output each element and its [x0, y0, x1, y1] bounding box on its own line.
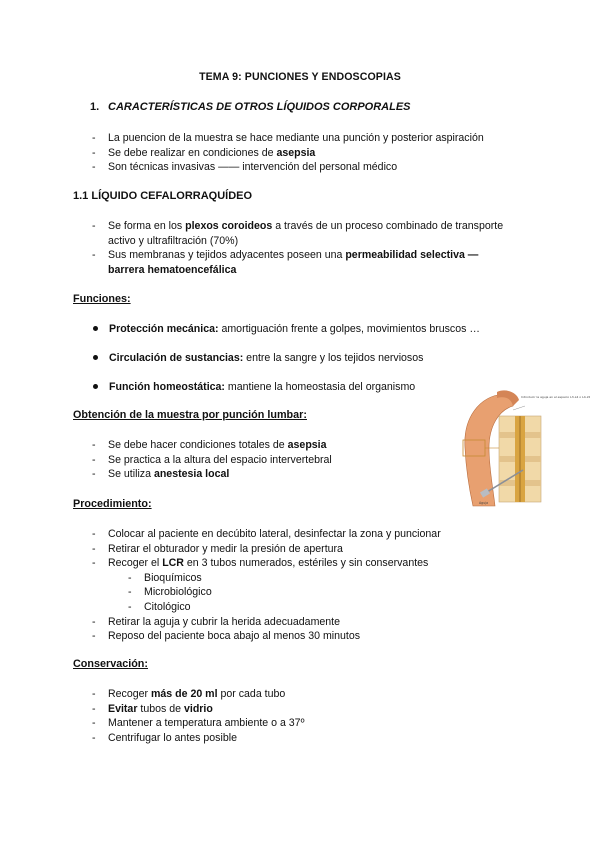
figure-label: Aguja: [479, 501, 489, 505]
procedimiento-heading: Procedimiento:: [73, 498, 152, 510]
section-1-heading: [90, 101, 411, 113]
obtencion-list: [92, 438, 522, 482]
section-1-1-heading: 1.1 LÍQUIDO CEFALORRAQUÍDEO: [73, 190, 253, 202]
conservacion-list: [92, 687, 522, 745]
obtencion-heading: Obtención de la muestra por punción lumbar:: [73, 409, 307, 421]
list-item: - Se forma en los plexos coroideos a través de un proceso combinado de transporte activo y ultrafiltración (70%): [92, 219, 512, 248]
list-item: - Son técnicas invasivas —— intervención del personal médico: [92, 160, 522, 175]
document-title: TEMA 9: PUNCIONES Y ENDOSCOPIAS: [199, 71, 401, 83]
figure-callout: Introducir la aguja en el espacio L3-L4 o L4-L5: [521, 395, 591, 399]
document-page: TEMA 9: PUNCIONES Y ENDOSCOPIAS 1. CARACTERÍSTICAS DE OTROS LÍQUIDOS CORPORALES - La puencion de la muestra se hace mediante una punción y posterior aspiración - Se debe realizar en condiciones de asepsia - Son técnicas invasivas —— intervención del personal médico 1.1 LÍQUIDO CEFALORRAQUÍDEO - Se forma en los plexos coroideos a través de un proceso combinado de transporte activo y ultrafiltración (70%) - Sus membranas y tejidos adyacentes poseen una permeabilidad selectiva — barrera hematoencefálica Funciones: Protección mecánica: amortiguación frente a golpes, movimientos bruscos … Circulación de sustancias: entre la sangre y los tejidos nerviosos Función homeostática: mantiene la homeostasia del organismo Obtención de la muestra por punción lumbar: - Se debe hacer condiciones totales de asepsia - Se practica a la altura del espacio intervertebral - Se utiliza anestesia local Introducir la aguja en el espacio L3-L4 o L4-L5 Aguja Procedimiento: - Colocar al paciente en decúbito lateral, desinfectar la zona y puncionar - Retirar el obturador y medir la presión de apertura - Recoger el LCR en 3 tubos numerados, estériles y sin conservantes - Bioquímicos - Microbiológico - Citológico - Retirar la aguja y cubrir la herida adecuadamente - Reposo del paciente boca abajo al menos 30 minutos Conservación: - Recoger más de 20 ml por cada tubo - Evitar tubos de vidrio - Mantener a temperatura ambiente o a 37º - Centrifugar lo antes posible: [0, 0, 600, 848]
list-item: - Reposo del paciente boca abajo al menos 30 minutos: [92, 629, 522, 644]
list-item: - Se debe hacer condiciones totales de asepsia: [92, 438, 522, 453]
list-item: - Retirar la aguja y cubrir la herida adecuadamente: [92, 615, 522, 630]
section-1-list: [92, 131, 522, 175]
section-1-title: CARACTERÍSTICAS DE OTROS LÍQUIDOS CORPORALES: [108, 101, 411, 113]
bullet-dot: [93, 384, 98, 389]
list-item: - Recoger el LCR en 3 tubos numerados, estériles y sin conservantes - Bioquímicos - Microbiológico - Citológico: [92, 556, 522, 614]
list-item: - Se debe realizar en condiciones de asepsia: [92, 146, 522, 161]
list-item: - Se utiliza anestesia local: [92, 467, 522, 482]
sublist-item: - Citológico: [128, 600, 522, 615]
list-item: - La puencion de la muestra se hace mediante una punción y posterior aspiración: [92, 131, 522, 146]
list-item: - Sus membranas y tejidos adyacentes poseen una permeabilidad selectiva — barrera hematoencefálica: [92, 248, 512, 277]
funciones-heading: Funciones:: [73, 293, 131, 305]
list-item: - Retirar el obturador y medir la presión de apertura: [92, 542, 522, 557]
list-item: - Se practica a la altura del espacio intervertebral: [92, 453, 522, 468]
list-item: - Evitar tubos de vidrio: [92, 702, 522, 717]
procedimiento-list: [92, 527, 522, 644]
section-1-number: 1.: [90, 101, 100, 113]
list-item: - Mantener a temperatura ambiente o a 37º: [92, 716, 522, 731]
sublist-item: - Bioquímicos: [128, 571, 522, 586]
conservacion-heading: Conservación:: [73, 658, 148, 670]
list-item: - Centrifugar lo antes posible: [92, 731, 522, 746]
tubos-sublist: [108, 571, 522, 615]
list-item: - Colocar al paciente en decúbito lateral, desinfectar la zona y puncionar: [92, 527, 522, 542]
section-1-1-list: [92, 219, 512, 277]
lumbar-puncture-illustration: [459, 388, 591, 508]
bullet-dot: [93, 355, 98, 360]
list-item: - Recoger más de 20 ml por cada tubo: [92, 687, 522, 702]
bullet-dot: [93, 326, 98, 331]
sublist-item: - Microbiológico: [128, 585, 522, 600]
